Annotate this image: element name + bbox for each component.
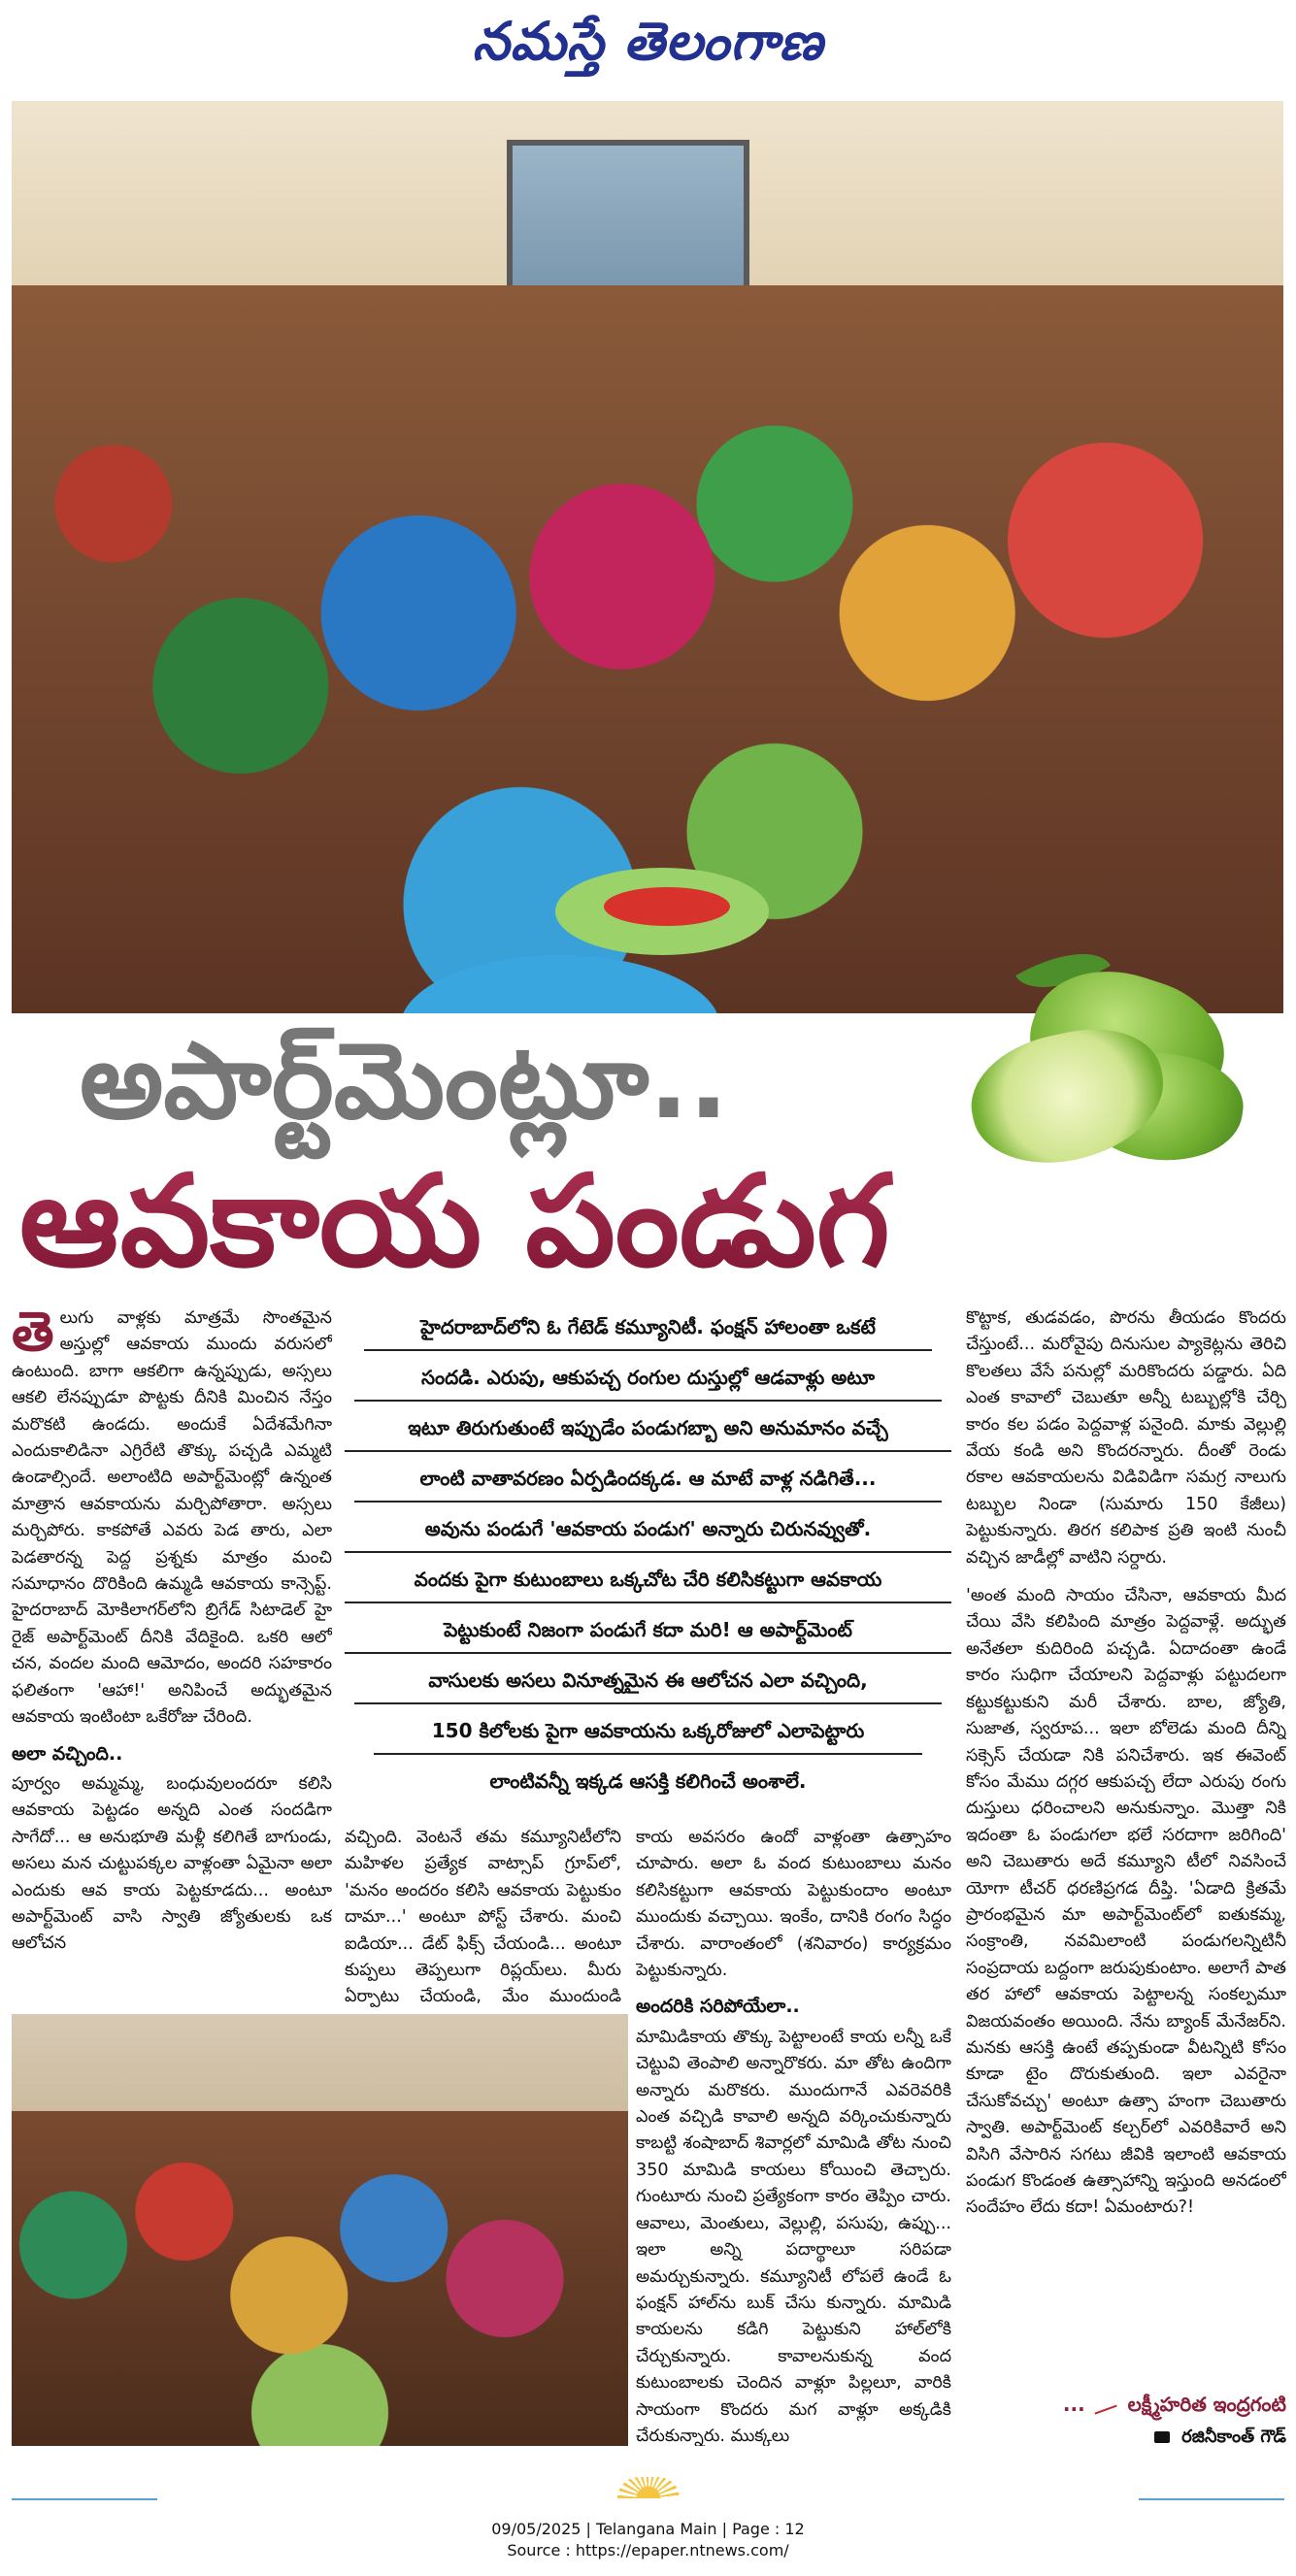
pull-quote-line: ఇటూ తిరుగుతుంటే ఇప్పుడేం పండుగబ్బా అని అనుమానం వచ్చే: [408, 1416, 888, 1439]
pull-quote-line: హైదరాబాద్‌లోని ఓ గేటెడ్ కమ్యూనిటీ. ఫంక్షన్ హాలంతా ఒకటే: [420, 1315, 876, 1338]
paragraph: కొట్టాక, తుడవడం, పొరను తీయడం కొందరు చేస్తుంటే... మరోవైపు దినుసుల ప్యాకెట్లను తెరిచి కొలతలు వేసే పనుల్లో మరికొందరు పడ్డారు. ఏది ఎంత కావాలో చెబుతూ అన్నీ టబ్బుల్లోకి చేర్చి కారం కల పడం పెద్దవాళ్ల పనైంది. మాకు వెల్లుల్లి వేయ కండి అని కొందరన్నారు. దీంతో రెండు రకాల ఆవకాయలను విడివిడిగా సమగ్ర నాలుగు టబ్బుల నిండా (సుమారు 150 కేజీలు) పెట్టుకున్నారు. తిరగ కలిపాక ప్రతి ఇంటి నుంచీ వచ్చిన జాడీల్లో వాటిని సర్దారు.: [966, 1308, 1286, 1568]
writer-byline: [1000, 2393, 1286, 2421]
footer-rule-left: [12, 2498, 157, 2500]
pull-quote-line: లాంటి వాతావరణం ఏర్పడిందక్కడ. ఆ మాటే వాళ్ల నడిగితే...: [419, 1467, 877, 1490]
drop-cap: తె: [12, 1305, 54, 1364]
paragraph-text: లుగు వాళ్లకు మాత్రమే సొంతమైన అస్తుల్లో ఆవకాయ ముందు వరుసలో ఉంటుంది. బాగా ఆకలిగా ఉన్నప్పుడు, అస్సలు ఆకలి లేనప్పుడూ పొట్టకు దీనికి మించిన నేస్తం మరొకటి ఉండదు. అందుకే ఏదేశమేగినా ఎందుకాలిడినా ఎగ్రిరేటి తొక్కు పచ్చడి ఎమ్మటి ఉండాల్సిందే. అలాంటిది అపార్ట్‌మెంట్లో ఉన్నంత మాత్రాన ఆవకాయను మర్చిపోతారా. అస్సలు మర్చిపోరు. కాకపోతే ఎవరు పెడ తారు, ఎలా పెడతారన్న పెద్ద ప్రశ్నకు మాత్రం మంచి సమాధానం దొరికింది ఉమ్మడి ఆవకాయ కాన్సెప్ట్. హైదరాబాద్ మోకిలాగర్‌లోని బ్రిగేడ్ సిటాడెల్ హై రైజ్ అపార్ట్‌మెంట్ దీనికి వేదికైంది. ఒకరి ఆలో చన, వందల మంది ఆమోదం, అందరి సహకారం ఫలితంగా 'ఆహా!' అనిపించే అద్భుతమైన ఆవకాయ ఇంటింటా ఒకేరోజు చేరింది.: [12, 1308, 332, 1728]
photo-chili-powder: [604, 887, 730, 926]
photo-crowd: [12, 2111, 628, 2446]
article-column-4: [966, 1305, 1286, 2460]
pen-icon: [1090, 2394, 1116, 2414]
paragraph: 'అంత మంది సాయం చేసినా, ఆవకాయ మీద చేయి వేసి కలిపింది మాత్రం పెద్దవాళ్లే. అద్భుత అనేతలా కుదిరింది పచ్చడి. ఏదాదంతా ఉండే కారం సుధిగా చేయాలని పెద్దవాళ్లు పట్టుదలగా కట్టుకట్టుకుని మరీ చేశారు. బాల, జ్యోతి, సుజాత, స్వరూప... ఇలా బోలెడు మంది దీన్ని సక్సెస్ చేయడా నికి పనిచేశారు. ఇక ఈవెంట్ కోసం మేము దగ్గర ఆకుపచ్చ లేదా ఎరుపు రంగు దుస్తులు ధరించాలని అనుకున్నాం. మొత్తా నికి ఇదంతా ఓ పండుగలా భలే సరదాగా జరిగింది' అని చెబుతారు అదే కమ్యూని టీలో నివసించే యోగా టీచర్ ధరణిప్రగడ దీప్తి. 'ఏడాది క్రితమే ప్రారంభమైన మా అపార్ట్‌మెంట్‌లో ఐతుకమ్మ, సంక్రాంతి, నవమిలాంటి పండుగలన్నిటినీ సంప్రదాయ బద్దంగా జరుపుకుంటాం. అలాగే పాత తర హాలో ఆవకాయ పెట్టాలన్న సంకల్పమూ విజయవంతం అయింది. నేను బ్యాంక్ మేనేజర్‌ని. మనకు ఆసక్తి ఉంటే తప్పకుండా వీటన్నిటి కోసం కూడా టైం దొరుకుతుంది. ఇలా ఎవరైనా చేసుకోవచ్చు' అంటూ ఉత్సా హంగా చెబుతారు స్వాతి. అపార్ట్‌మెంట్ కల్చర్‌లో ఎవరికివారే అని విసిగి వేసారిన సగటు జీవికి ఇలాంటి ఆవకాయ పండుగ కొండంత ఉత్సాహాన్ని ఇస్తుంది అనడంలో సందేహం లేదు కదా! ఏమంటారు?!: [966, 1586, 1286, 2218]
paragraph: మామిడికాయ తొక్కు పెట్టాలంటే కాయ లన్నీ ఒకే చెట్టువి తెంపాలి అన్నారొకరు. మా తోట ఉందిగా అన్నారు మరొకరు. ముందుగానే ఎవరెవరికి ఎంత వచ్చిడి కావాలి అన్నది వర్కించుకున్నారు కాబట్టి శంషాబాద్ శివార్లలో మామిడి తోట నుంచి 350 మామిడి కాయలు కోయించి తెచ్చారు. గుంటూరు నుంచి ప్రత్యేకంగా కారం తెప్పిం చారు. ఆవాలు, మెంతులు, వెల్లుల్లి, పసుపు, ఉప్పు... ఇలా అన్ని పదార్థాలూ సరిపడా అమర్చుకున్నారు. కమ్యూనిటీ లోపలే ఉండే ఓ ఫంక్షన్ హాల్‌ను బుక్ చేసు కున్నారు. మామిడి కాయలను కడిగి పెట్టుకుని హాల్‌లోకి చేర్చుకున్నారు. కావాలనుకున్న వంద కుటుంబాలకు చెందిన వాళ్లూ పిల్లలూ, వారికి సాయంగా కొందరు మగ వాళ్లూ అక్కడికి చేరుకున్నారు. ముక్కలు: [636, 2027, 951, 2446]
byline-prefix: ...: [1062, 2393, 1085, 2416]
sun-logo-icon: [617, 2477, 680, 2498]
masthead: [0, 0, 1296, 92]
pull-quote-line: పెట్టుకుంటే నిజంగా పండుగే కదా మరి! ఆ అపార్ట్‌మెంట్: [444, 1618, 852, 1641]
writer-name: లక్ష్మీహరిత ఇంద్రగంటి: [1127, 2393, 1286, 2416]
secondary-photo: [12, 2014, 628, 2446]
headline-line-2: ఆవకాయ పండుగ: [19, 1145, 1281, 1297]
pull-quote-line: సందడి. ఎరుపు, ఆకుపచ్చ రంగుల దుస్తుల్లో ఆడవాళ్లు అటూ: [420, 1366, 875, 1389]
article-column-3: [636, 1825, 951, 2446]
subheading: అందరికి సరిపోయేలా..: [636, 1996, 800, 2018]
paragraph: కాయ అవసరం ఉందో వాళ్లంతా ఉత్సాహం చూపారు. అలా ఓ వంద కుటుంబాలు మనం కలిసికట్టుగా ఆవకాయ పెట్టుకుందాం అంటూ ముందుకు వచ్చాయి. ఇంకేం, దానికి రంగం సిద్ధం చేశారు. వారాంతంలో (శనివారం) కార్యక్రమం పెట్టుకున్నారు.: [636, 1828, 951, 1981]
newspaper-logo: నమస్తే తెలంగాణ: [472, 10, 824, 72]
photographer-byline: [1000, 2427, 1286, 2451]
pull-quote: [345, 1301, 951, 1805]
pull-quote-line: లాంటివన్నీ ఇక్కడ ఆసక్తి కలిగించే అంశాలే.: [489, 1769, 807, 1793]
subheading: అలా వచ్చింది..: [12, 1742, 123, 1765]
pull-quote-line: అవును పండుగే 'ఆవకాయ పండుగ' అన్నారు చిరునవ్వుతో.: [424, 1517, 872, 1540]
footer-source[interactable]: Source : https://epaper.ntnews.com/: [507, 2541, 789, 2559]
photographer-name: రజినీకాంత్ గౌడ్: [1181, 2427, 1286, 2447]
paragraph: [12, 1305, 332, 1732]
camera-icon: [1154, 2431, 1170, 2443]
pull-quote-line: వాసులకు అసలు వినూత్నమైన ఈ ఆలోచన ఎలా వచ్చింది,: [428, 1668, 868, 1692]
headline-line-1: అపార్ట్‌మెంట్లూ..: [80, 1021, 729, 1142]
pull-quote-line: వందకు పైగా కుటుంబాలు ఒక్కచోట చేరి కలిసికట్టుగా ఆవకాయ: [414, 1568, 882, 1591]
pull-quote-line: 150 కిలోలకు పైగా ఆవకాయను ఒక్కరోజులో ఎలాపెట్టారు: [431, 1719, 865, 1742]
footer-rule-right: [1139, 2498, 1284, 2500]
main-photo: [12, 101, 1283, 1013]
footer-date-page: 09/05/2025 | Telangana Main | Page : 12: [491, 2520, 805, 2538]
paragraph: వచ్చింది. వెంటనే తమ కమ్యూనిటీలోని మహిళల ప్రత్యేక వాట్సాప్ గ్రూప్‌లో, 'మనం అందరం కలిసి ఆవకాయ పెట్టుకుం దామా...' అంటూ పోస్ట్ చేశారు. మంచి ఐడియా... డేట్ ఫిక్స్ చేయండి... అంటూ కుప్పలు తెప్పలుగా రిప్లయ్‌లు. మీరు ఏర్పాటు చేయండి, మేం ముందుండి: [345, 1828, 621, 2007]
paragraph: పూర్వం అమ్మమ్మ, బంధువులందరూ కలిసి ఆవకాయ పెట్టడం అన్నది ఎంత సందడిగా సాగేదో... ఆ అనుభూతి మళ్లీ కలిగితే బాగుండు, అసలు మన చుట్టుపక్కల వాళ్లంతా ఏమైనా అలా ఎందుకు ఆవ కాయ పెట్టకూడదు... అంటూ అపార్ట్‌మెంట్ వాసి స్వాతి జ్యోతులకు ఒక ఆలోచన: [12, 1773, 332, 1954]
